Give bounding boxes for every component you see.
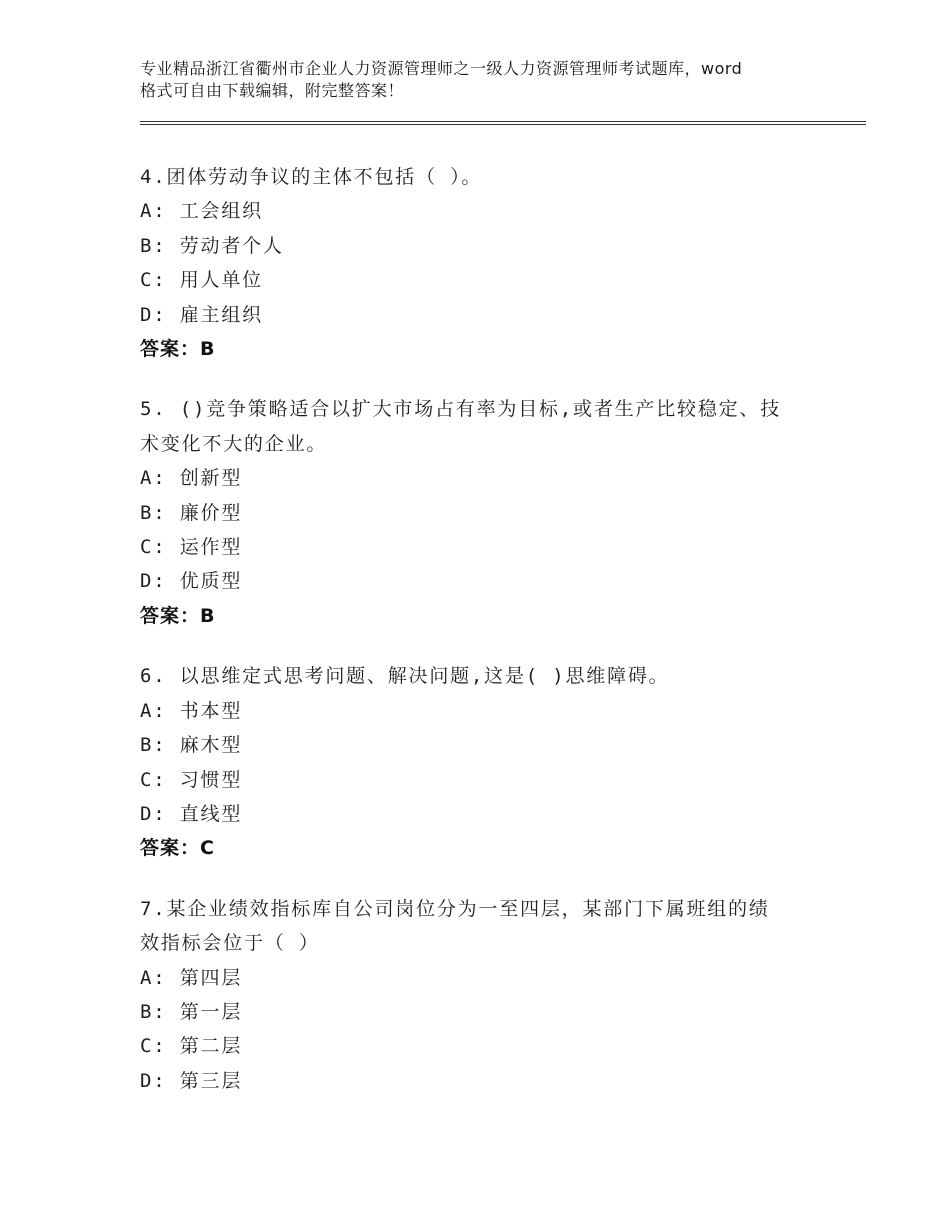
option-d: D: 雇主组织: [140, 303, 263, 326]
question-stem-line1: 7.某企业绩效指标库自公司岗位分为一至四层，某部门下属班组的绩: [140, 897, 770, 920]
question-stem-line2: 术变化不大的企业。: [140, 432, 328, 455]
option-d: D: 优质型: [140, 570, 243, 593]
question-5: [140, 392, 840, 633]
option-a: A: 第四层: [140, 966, 243, 989]
option-c: C: 习惯型: [140, 768, 243, 791]
question-list: [140, 160, 840, 1124]
option-b: B: 劳动者个人: [140, 234, 284, 257]
header-title-line1: 专业精品浙江省衢州市企业人力资源管理师之一级人力资源管理师考试题库，word: [140, 59, 743, 78]
option-d: D: 直线型: [140, 802, 243, 825]
header-divider-bottom: [140, 124, 866, 125]
question-stem-line2: 效指标会位于（ ）: [140, 932, 320, 955]
option-d: D: 第三层: [140, 1069, 243, 1092]
header-divider-top: [140, 121, 866, 122]
question-stem: 6. 以思维定式思考问题、解决问题,这是( )思维障碍。: [140, 665, 670, 688]
answer: 答案：C: [140, 837, 215, 860]
option-a: A: 书本型: [140, 699, 243, 722]
document-header: [140, 58, 830, 102]
question-6: [140, 659, 840, 865]
question-stem-line1: 5. ()竞争策略适合以扩大市场占有率为目标,或者生产比较稳定、技: [140, 398, 782, 421]
option-a: A: 工会组织: [140, 200, 263, 223]
answer: 答案：B: [140, 604, 216, 627]
option-c: C: 用人单位: [140, 269, 263, 292]
question-7: [140, 892, 840, 1098]
question-4: [140, 160, 840, 366]
answer: 答案：B: [140, 338, 216, 361]
header-title-line2: 格式可自由下载编辑，附完整答案！: [140, 81, 405, 100]
option-b: B: 麻木型: [140, 734, 243, 757]
option-b: B: 第一层: [140, 1000, 243, 1023]
question-stem: 4.团体劳动争议的主体不包括（ ）。: [140, 166, 483, 188]
option-b: B: 廉价型: [140, 501, 243, 524]
option-c: C: 第二层: [140, 1035, 243, 1058]
option-a: A: 创新型: [140, 467, 243, 490]
option-c: C: 运作型: [140, 536, 243, 559]
